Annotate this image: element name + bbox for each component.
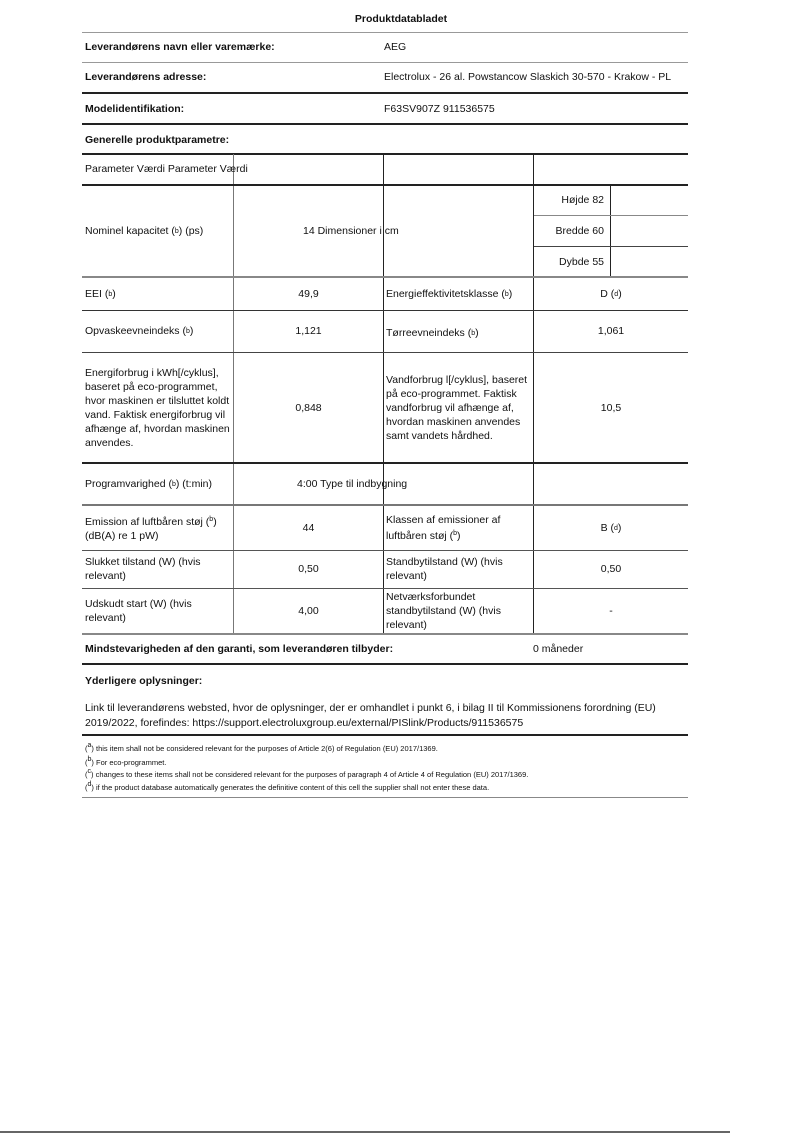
noise-class-text: luftbåren støj ( [386,530,454,542]
energy-consumption-label: Energiforbrug i kWh[/cyklus], baseret på eco-programmet, hvor maskinen er tilsluttet koldt vand. Faktisk energiforbrug vil afhænge af, hvordan maskinen anvendes. [85,366,230,449]
footnote-text: For eco-programmet. [93,758,167,767]
warranty-value: 0 måneder [533,643,584,655]
footnote-mark: b [87,756,92,763]
page-bottom-border [0,1131,730,1133]
supplier-name-label: Leverandørens navn eller varemærke: [85,41,275,53]
general-heading: Generelle produktparametre: [85,134,230,146]
divider [82,797,688,798]
column-divider [610,184,611,276]
cleaning-index-value: 1,121 [295,325,322,337]
paren: ) [457,530,461,542]
network-standby-label: Netværksforbundet standbytilstand (W) (hvis relevant) [386,591,501,631]
divider [82,32,688,33]
energy-class-value [534,278,688,310]
delay-start-value: 4,00 [298,605,319,617]
paren: ) [618,288,622,300]
drying-index-label [386,313,479,353]
energy-class-label [386,278,512,310]
dimension-width: Bredde 60 [555,225,604,237]
footnote-ref: b [174,227,179,235]
noise-emission-label [85,506,231,550]
program-duration-value: 4:00 Type til indbygning [297,478,408,490]
network-standby-value: - [609,605,613,617]
energy-class-label-text: Energieffektivitetsklasse ( [386,288,505,300]
footnote-ref: b [171,480,176,488]
program-duration-label [85,464,212,504]
paren: ) [475,327,479,339]
off-mode-value: 0,50 [298,563,319,575]
footnote-mark: c [87,768,91,775]
noise-class-line1: Klassen af emissioner af [386,514,501,526]
noise-label-text: Emission af luftbåren støj ( [85,516,210,528]
footnote-ref: b [453,530,458,537]
footnote-b: ($^b$) For eco-programmet. [85,756,167,767]
noise-class-value [534,506,688,550]
standby-value: 0,50 [600,563,622,575]
footnote-ref: d [614,290,619,298]
eei-label-text: EEI ( [85,288,109,300]
paren: ) [112,288,116,300]
water-consumption-value: 10,5 [600,401,622,414]
paren: ) [508,288,513,300]
footnote-ref: b [185,327,190,335]
duration-unit: ) (t:min) [175,478,213,490]
footnote-c: ($^c$) changes to these items shall not be considered relevant for the purposes of paragraph 4 of Article 4 of Regulation (EU) 2017/1369. [85,768,529,779]
document-title: Produktdatabladet [354,13,448,25]
duration-label-text: Programvarighed ( [85,478,172,490]
warranty-label: Mindstevarigheden af den garanti, som leverandøren tilbyder: [85,643,394,655]
divider [82,123,688,125]
footnote-text: if the product database automatically generates the definitive content of this cell the supplier shall not enter these data. [93,783,490,792]
table-bottom-border [82,633,688,635]
energy-class-value-text: D ( [600,288,615,300]
paren: ) [189,325,194,337]
table-header-row: Parameter Værdi Parameter Værdi [85,163,248,175]
water-consumption-label: Vandforbrug l[/cyklus], baseret på eco-programmet. Faktisk vandforbrug vil afhænge af, hvordan maskinen anvendes samt vandets hårdhed. [386,373,528,442]
noise-label-line2: (dB(A) re 1 pW) [85,530,159,542]
footnote-ref: b [504,290,509,298]
delay-start-label: Udskudt start (W) (hvis relevant) [85,598,192,624]
drying-label-text: Tørreevneindeks ( [386,327,472,339]
eei-value: 49,9 [298,288,319,300]
divider [82,663,688,665]
off-mode-label: Slukket tilstand (W) (hvis relevant) [85,556,201,582]
additional-info-text: Link til leverandørens websted, hvor de oplysninger, der er omhandlet i punkt 6, i bilag II til Kommissionens forordning (EU) 2019/2022, forefindes: https://support.electroluxgroup.eu/external/PISlink/Products/911536575 [85,702,656,729]
supplier-name-value: AEG [384,41,407,53]
dimension-height: Højde 82 [561,194,604,206]
noise-label-line1 [85,513,217,529]
cleaning-index-label [85,311,193,351]
additional-info-heading: Yderligere oplysninger: [85,675,203,687]
footnote-mark: d [87,781,92,788]
supplier-address-label: Leverandørens adresse: [85,71,207,83]
capacity-label-text: Nominel kapacitet ( [85,225,175,237]
footnote-ref: b [471,329,476,337]
eei-label [85,278,116,310]
cleaning-label-text: Opvaskeevneindeks ( [85,325,186,337]
noise-class-line2 [386,527,461,543]
model-label: Modelidentifikation: [85,103,185,115]
noise-emission-value: 44 [302,522,315,534]
dimension-depth: Dybde 55 [559,256,604,268]
supplier-address-value: Electrolux - 26 al. Powstancow Slaskich 30-570 - Krakow - PL [384,71,672,83]
footnote-ref: b [209,516,214,523]
footnote-d: ($^d$) if the product database automatically generates the definitive content of this cell the supplier shall not enter these data. [85,781,490,792]
divider [82,92,688,94]
capacity-value: 14 Dimensioner i cm [303,225,399,237]
footnote-a: ($^a$) this item shall not be considered relevant for the purposes of Article 2(6) of Regulation (EU) 2017/1369. [85,742,438,753]
capacity-unit: ) (ps) [178,225,204,237]
footnote-ref: b [108,290,113,298]
energy-consumption-value: 0,848 [295,401,322,414]
model-value: F63SV907Z 911536575 [384,103,495,115]
footnote-ref: d [614,524,618,532]
noise-class-label [386,506,532,550]
footnote-text: changes to these items shall not be considered relevant for the purposes of paragraph 4 of Article 4 of Regulation (EU) 2017/1369. [93,770,529,779]
capacity-label [85,185,203,277]
footnote-text: this item shall not be considered relevant for the purposes of Article 2(6) of Regulation (EU) 2017/1369. [93,744,438,753]
divider [82,62,688,63]
paren: ) [617,522,622,534]
drying-index-value: 1,061 [597,325,625,337]
paren: ) [213,516,217,528]
divider [82,734,688,736]
noise-class-value-text: B ( [600,522,614,534]
standby-label: Standbytilstand (W) (hvis relevant) [386,556,503,582]
footnote-mark: a [87,742,92,749]
